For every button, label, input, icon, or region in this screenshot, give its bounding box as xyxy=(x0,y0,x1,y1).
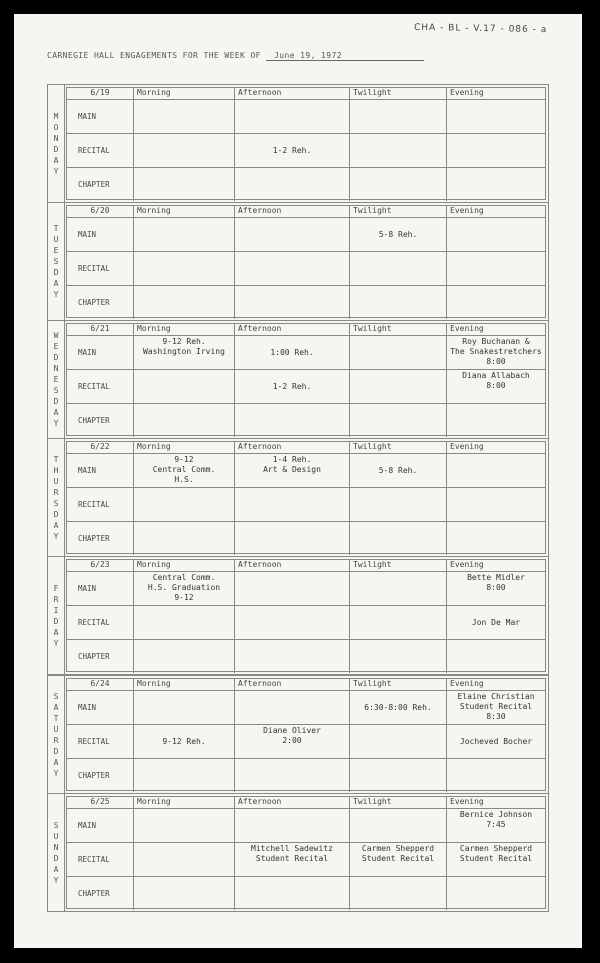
schedule-entry-afternoon: 1-4 Reh. Art & Design xyxy=(234,454,349,487)
day-letter: R xyxy=(53,487,59,497)
column-header-text: Afternoon xyxy=(238,679,282,688)
day-letter: U xyxy=(53,724,59,734)
column-header-evening xyxy=(446,324,545,335)
day-letter: S xyxy=(53,257,59,266)
day-letter: T xyxy=(53,713,59,723)
schedule-entry-afternoon xyxy=(234,252,349,285)
header-row xyxy=(67,679,545,691)
schedule-entry-morning xyxy=(133,404,234,437)
date-cell xyxy=(67,206,133,217)
date-text: 6/22 xyxy=(90,442,110,451)
day-letter: Y xyxy=(53,166,59,176)
column-header-text: Afternoon xyxy=(238,797,282,806)
room-row xyxy=(67,522,545,555)
day-block xyxy=(47,438,549,557)
schedule-entry-morning: Central Comm. H.S. Graduation 9-12 xyxy=(133,572,234,605)
schedule-entry-twilight xyxy=(349,809,446,842)
day-letter: N xyxy=(53,364,59,373)
day-letter: R xyxy=(53,594,59,604)
column-header-afternoon xyxy=(234,442,349,453)
schedule-entry-afternoon xyxy=(234,488,349,521)
schedule-entry-twilight xyxy=(349,370,446,403)
schedule-entry-afternoon: Mitchell Sadewitz Student Recital xyxy=(234,843,349,876)
day-letter: A xyxy=(53,757,59,767)
room-label: RECITAL xyxy=(78,263,110,273)
schedule-entry-morning xyxy=(133,809,234,842)
day-letter: D xyxy=(53,616,59,626)
day-letter: A xyxy=(53,279,59,288)
schedule-entry-afternoon xyxy=(234,606,349,639)
schedule-entry-morning xyxy=(133,488,234,521)
column-header-twilight xyxy=(349,442,446,453)
room-row xyxy=(67,759,545,792)
schedule-entry-evening xyxy=(446,404,545,437)
schedule-entry-morning xyxy=(133,759,234,792)
room-label: CHAPTER xyxy=(78,297,110,307)
day-letter: A xyxy=(53,155,59,165)
schedule-entry-morning: 9-12 Reh. xyxy=(133,725,234,758)
day-name-vertical xyxy=(48,794,65,911)
schedule-entry-evening: Jocheved Bocher xyxy=(446,725,545,758)
column-header-morning xyxy=(133,797,234,808)
room-label: RECITAL xyxy=(78,145,110,155)
room-row xyxy=(67,488,545,522)
day-letter: N xyxy=(53,133,59,143)
room-label: CHAPTER xyxy=(78,770,110,780)
schedule-entry-morning xyxy=(133,100,234,133)
day-letter: D xyxy=(53,509,59,519)
column-header-text: Twilight xyxy=(353,442,392,451)
day-grid xyxy=(66,559,546,672)
day-grid xyxy=(66,87,546,200)
date-text: 6/20 xyxy=(90,206,110,215)
room-row xyxy=(67,370,545,404)
schedule-entry-morning xyxy=(133,218,234,251)
column-header-text: Evening xyxy=(450,679,484,688)
column-header-evening xyxy=(446,797,545,808)
date-cell xyxy=(67,560,133,571)
header-row xyxy=(67,88,545,100)
schedule-entry-afternoon xyxy=(234,572,349,605)
schedule-entry-evening: Bernice Johnson 7:45 xyxy=(446,809,545,842)
room-row xyxy=(67,218,545,252)
day-grid xyxy=(66,796,546,909)
schedule-entry-twilight xyxy=(349,252,446,285)
schedule-entry-evening xyxy=(446,488,545,521)
schedule-entry-twilight xyxy=(349,759,446,792)
column-header-text: Morning xyxy=(137,324,171,333)
schedule-entry-evening xyxy=(446,286,545,319)
date-cell xyxy=(67,88,133,99)
room-row xyxy=(67,809,545,843)
schedule-entry-afternoon xyxy=(234,286,349,319)
room-row xyxy=(67,606,545,640)
day-letter: D xyxy=(53,353,59,362)
column-header-afternoon xyxy=(234,797,349,808)
column-header-text: Morning xyxy=(137,679,171,688)
day-letter: A xyxy=(53,702,59,712)
room-label: MAIN xyxy=(78,820,97,830)
room-row xyxy=(67,134,545,168)
day-letter: D xyxy=(53,746,59,756)
day-letter: S xyxy=(53,691,59,701)
day-letter: F xyxy=(53,583,59,593)
day-name-vertical xyxy=(48,557,65,674)
column-header-morning xyxy=(133,324,234,335)
day-name-vertical xyxy=(48,321,65,438)
column-header-text: Afternoon xyxy=(238,324,282,333)
day-block xyxy=(47,320,549,439)
day-letter: D xyxy=(53,144,59,154)
day-block xyxy=(47,556,549,675)
schedule-entry-twilight: 6:30-8:00 Reh. xyxy=(349,691,446,724)
column-header-morning xyxy=(133,442,234,453)
room-row xyxy=(67,404,545,437)
schedule-entry-afternoon xyxy=(234,218,349,251)
room-row xyxy=(67,286,545,319)
schedule-entry-evening xyxy=(446,640,545,673)
date-text: 6/24 xyxy=(90,679,110,688)
column-header-text: Afternoon xyxy=(238,88,282,97)
schedule-entry-evening xyxy=(446,168,545,201)
day-letter: A xyxy=(53,520,59,530)
column-header-twilight xyxy=(349,560,446,571)
schedule-entry-twilight xyxy=(349,640,446,673)
day-letter: Y xyxy=(53,638,59,648)
room-row xyxy=(67,454,545,488)
schedule-entry-evening: Jon De Mar xyxy=(446,606,545,639)
schedule-entry-evening: Carmen Shepperd Student Recital xyxy=(446,843,545,876)
column-header-text: Afternoon xyxy=(238,560,282,569)
column-header-afternoon xyxy=(234,560,349,571)
column-header-afternoon xyxy=(234,679,349,690)
schedule-entry-morning xyxy=(133,606,234,639)
day-letter: H xyxy=(53,465,59,475)
column-header-text: Afternoon xyxy=(238,442,282,451)
column-header-text: Twilight xyxy=(353,560,392,569)
room-label: MAIN xyxy=(78,111,97,121)
room-row xyxy=(67,336,545,370)
column-header-twilight xyxy=(349,324,446,335)
day-letter: M xyxy=(53,111,59,121)
column-header-twilight xyxy=(349,797,446,808)
week-of-date: June 19, 1972 xyxy=(266,51,424,61)
room-label: MAIN xyxy=(78,583,97,593)
schedule-entry-twilight: Carmen Shepperd Student Recital xyxy=(349,843,446,876)
schedule-entry-afternoon xyxy=(234,691,349,724)
room-row xyxy=(67,100,545,134)
date-cell xyxy=(67,442,133,453)
room-label: MAIN xyxy=(78,465,97,475)
day-letter: Y xyxy=(53,768,59,778)
header-row xyxy=(67,560,545,572)
room-label: CHAPTER xyxy=(78,415,110,425)
day-letter: S xyxy=(53,498,59,508)
column-header-text: Evening xyxy=(450,88,484,97)
date-text: 6/25 xyxy=(90,797,110,806)
schedule-entry-afternoon: 1-2 Reh. xyxy=(234,134,349,167)
day-name-vertical xyxy=(48,676,65,793)
day-letter: U xyxy=(53,831,59,841)
document-page xyxy=(14,14,582,948)
schedule-entry-morning xyxy=(133,843,234,876)
room-row xyxy=(67,877,545,910)
schedule-entry-evening xyxy=(446,252,545,285)
schedule-entry-twilight xyxy=(349,134,446,167)
room-label: RECITAL xyxy=(78,381,110,391)
column-header-text: Twilight xyxy=(353,206,392,215)
title-text: CARNEGIE HALL ENGAGEMENTS FOR THE WEEK OF xyxy=(47,51,261,60)
schedule-entry-twilight xyxy=(349,522,446,555)
room-label: RECITAL xyxy=(78,854,110,864)
day-letter: T xyxy=(53,224,59,233)
room-label: CHAPTER xyxy=(78,533,110,543)
schedule-entry-afternoon xyxy=(234,100,349,133)
date-text: 6/21 xyxy=(90,324,110,333)
day-letter: D xyxy=(53,268,59,277)
column-header-text: Evening xyxy=(450,797,484,806)
schedule-entry-afternoon: Diane Oliver 2:00 xyxy=(234,725,349,758)
date-text: 6/23 xyxy=(90,560,110,569)
day-letter: Y xyxy=(53,875,59,885)
day-letter: E xyxy=(53,375,59,384)
column-header-twilight xyxy=(349,679,446,690)
schedule-entry-afternoon: 1-2 Reh. xyxy=(234,370,349,403)
column-header-evening xyxy=(446,679,545,690)
column-header-text: Morning xyxy=(137,206,171,215)
schedule-entry-twilight: 5-8 Reh. xyxy=(349,454,446,487)
schedule-entry-evening xyxy=(446,759,545,792)
day-block xyxy=(47,84,549,203)
room-label: CHAPTER xyxy=(78,888,110,898)
column-header-evening xyxy=(446,206,545,217)
room-label: CHAPTER xyxy=(78,651,110,661)
day-letter: W xyxy=(53,331,59,340)
column-header-afternoon xyxy=(234,206,349,217)
day-block xyxy=(47,202,549,321)
schedule-entry-evening: Roy Buchanan & The Snakestretchers 8:00 xyxy=(446,336,545,369)
day-letter: U xyxy=(53,235,59,244)
day-block xyxy=(47,793,549,912)
day-letter: S xyxy=(53,820,59,830)
day-letter: Y xyxy=(53,290,59,299)
header-row xyxy=(67,324,545,336)
schedule-entry-twilight xyxy=(349,286,446,319)
room-label: MAIN xyxy=(78,702,97,712)
day-letter: A xyxy=(53,408,59,417)
schedule-entry-twilight xyxy=(349,404,446,437)
column-header-afternoon xyxy=(234,88,349,99)
day-name-vertical xyxy=(48,85,65,202)
schedule-entry-evening xyxy=(446,522,545,555)
document-title xyxy=(47,51,424,61)
day-letter: E xyxy=(53,246,59,255)
room-row xyxy=(67,691,545,725)
column-header-morning xyxy=(133,560,234,571)
day-letter: N xyxy=(53,842,59,852)
schedule-entry-evening: Bette Midler 8:00 xyxy=(446,572,545,605)
date-cell xyxy=(67,324,133,335)
day-letter: T xyxy=(53,454,59,464)
schedule-entry-afternoon xyxy=(234,759,349,792)
column-header-text: Afternoon xyxy=(238,206,282,215)
day-letter: U xyxy=(53,476,59,486)
schedule-entry-evening xyxy=(446,454,545,487)
room-row xyxy=(67,252,545,286)
schedule-entry-morning xyxy=(133,877,234,910)
day-name-vertical xyxy=(48,203,65,320)
schedule-entry-afternoon: 1:00 Reh. xyxy=(234,336,349,369)
schedule-entry-twilight xyxy=(349,606,446,639)
schedule-entry-twilight xyxy=(349,877,446,910)
date-cell xyxy=(67,679,133,690)
schedule-entry-morning xyxy=(133,286,234,319)
schedule-entry-evening xyxy=(446,100,545,133)
header-row xyxy=(67,206,545,218)
day-grid xyxy=(66,678,546,791)
schedule-entry-morning xyxy=(133,134,234,167)
room-row xyxy=(67,843,545,877)
day-grid xyxy=(66,323,546,436)
schedule-entry-morning xyxy=(133,640,234,673)
schedule-entry-twilight xyxy=(349,100,446,133)
column-header-text: Twilight xyxy=(353,679,392,688)
day-letter: E xyxy=(53,342,59,351)
room-label: MAIN xyxy=(78,347,97,357)
schedule-entry-morning xyxy=(133,691,234,724)
schedule-entry-evening: Diana Allabach 8:00 xyxy=(446,370,545,403)
day-letter: O xyxy=(53,122,59,132)
schedule-entry-morning xyxy=(133,522,234,555)
day-letter: S xyxy=(53,386,59,395)
day-letter: I xyxy=(53,605,59,615)
day-name-vertical xyxy=(48,439,65,556)
room-row xyxy=(67,640,545,673)
schedule-entry-twilight xyxy=(349,572,446,605)
column-header-text: Morning xyxy=(137,88,171,97)
room-label: MAIN xyxy=(78,229,97,239)
column-header-text: Twilight xyxy=(353,797,392,806)
column-header-text: Evening xyxy=(450,442,484,451)
schedule-entry-evening xyxy=(446,877,545,910)
day-letter: D xyxy=(53,397,59,406)
column-header-text: Twilight xyxy=(353,88,392,97)
schedule-entry-twilight xyxy=(349,725,446,758)
room-row xyxy=(67,572,545,606)
column-header-evening xyxy=(446,442,545,453)
column-header-text: Morning xyxy=(137,442,171,451)
schedule-entry-twilight xyxy=(349,168,446,201)
day-letter: D xyxy=(53,853,59,863)
column-header-text: Evening xyxy=(450,560,484,569)
day-grid xyxy=(66,441,546,554)
archive-reference: CHA - BL - V.17 - 086 - a xyxy=(413,22,548,36)
schedule-entry-evening: Elaine Christian Student Recital 8:30 xyxy=(446,691,545,724)
day-letter: Y xyxy=(53,419,59,428)
day-letter: Y xyxy=(53,531,59,541)
day-block xyxy=(47,675,549,794)
schedule-entry-afternoon xyxy=(234,404,349,437)
room-label: RECITAL xyxy=(78,617,110,627)
schedule-entry-afternoon xyxy=(234,809,349,842)
room-label: CHAPTER xyxy=(78,179,110,189)
schedule-entry-afternoon xyxy=(234,640,349,673)
date-cell xyxy=(67,797,133,808)
header-row xyxy=(67,797,545,809)
schedule-entry-morning xyxy=(133,370,234,403)
column-header-text: Evening xyxy=(450,324,484,333)
column-header-text: Twilight xyxy=(353,324,392,333)
column-header-morning xyxy=(133,88,234,99)
room-label: RECITAL xyxy=(78,736,110,746)
column-header-twilight xyxy=(349,206,446,217)
column-header-morning xyxy=(133,206,234,217)
schedule-entry-evening xyxy=(446,218,545,251)
room-row xyxy=(67,168,545,201)
column-header-evening xyxy=(446,560,545,571)
column-header-morning xyxy=(133,679,234,690)
column-header-text: Evening xyxy=(450,206,484,215)
day-grid xyxy=(66,205,546,318)
schedule-entry-morning xyxy=(133,168,234,201)
schedule-entry-afternoon xyxy=(234,168,349,201)
schedule-entry-twilight: 5-8 Reh. xyxy=(349,218,446,251)
schedule-entry-twilight xyxy=(349,488,446,521)
column-header-text: Morning xyxy=(137,797,171,806)
day-letter: A xyxy=(53,864,59,874)
schedule-entry-afternoon xyxy=(234,877,349,910)
schedule-entry-morning: 9-12 Reh. Washington Irving xyxy=(133,336,234,369)
schedule-entry-morning xyxy=(133,252,234,285)
schedule-entry-evening xyxy=(446,134,545,167)
schedule-entry-afternoon xyxy=(234,522,349,555)
date-text: 6/19 xyxy=(90,88,110,97)
column-header-afternoon xyxy=(234,324,349,335)
column-header-text: Morning xyxy=(137,560,171,569)
column-header-twilight xyxy=(349,88,446,99)
day-letter: R xyxy=(53,735,59,745)
schedule-entry-twilight xyxy=(349,336,446,369)
day-letter: A xyxy=(53,627,59,637)
room-row xyxy=(67,725,545,759)
schedule-entry-morning: 9-12 Central Comm. H.S. xyxy=(133,454,234,487)
header-row xyxy=(67,442,545,454)
column-header-evening xyxy=(446,88,545,99)
room-label: RECITAL xyxy=(78,499,110,509)
